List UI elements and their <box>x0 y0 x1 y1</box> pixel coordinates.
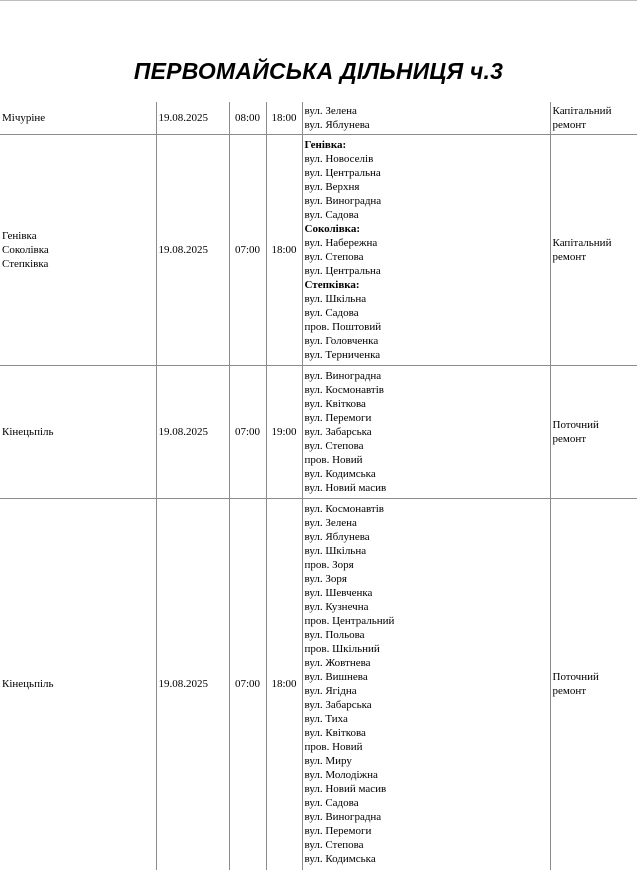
street-item: пров. Центральний <box>304 615 395 628</box>
outage-table <box>0 102 637 870</box>
work-type-text: ремонт <box>552 432 587 445</box>
street-item: вул. Космонавтів <box>304 383 384 396</box>
street-item: вул. Центральна <box>304 264 381 277</box>
street-item: вул. Терниченка <box>304 348 381 361</box>
street-item: вул. Жовтнева <box>304 657 371 670</box>
date-cell: 19.08.2025 <box>156 134 229 365</box>
street-item: вул. Садова <box>304 797 359 810</box>
street-item: вул. Новий масив <box>304 481 387 494</box>
street-item: вул. Кодимська <box>304 853 376 866</box>
end-time-cell: 18:00 <box>266 102 302 134</box>
street-item: вул. Степова <box>304 439 364 452</box>
street-item: вул. Кодимська <box>304 467 376 480</box>
work-type-text: Поточний <box>552 418 599 431</box>
street-item: вул. Новий масив <box>304 783 387 796</box>
end-time-cell: 18:00 <box>266 134 302 365</box>
streets-cell <box>302 102 550 134</box>
street-item: вул. Шкільна <box>304 545 367 558</box>
street-item: вул. Головченка <box>304 334 379 347</box>
street-item: вул. Садова <box>304 306 359 319</box>
settlement-name: Кінецьпіль <box>2 678 54 691</box>
top-border <box>0 0 637 1</box>
work-type-text: ремонт <box>552 118 587 131</box>
street-item: вул. Садова <box>304 208 359 221</box>
settlement-cell <box>0 102 156 134</box>
work-type-cell <box>550 134 637 365</box>
street-item: вул. Яблунева <box>304 118 370 131</box>
street-item: вул. Забарська <box>304 699 372 712</box>
streets-cell <box>302 365 550 498</box>
street-item: вул. Зелена <box>304 517 357 530</box>
street-item: пров. Шкільний <box>304 643 380 656</box>
settlement-name: Соколівка <box>2 243 49 256</box>
table-row <box>0 498 637 870</box>
settlement-cell <box>0 365 156 498</box>
street-item: вул. Степова <box>304 250 364 263</box>
table-row <box>0 134 637 365</box>
street-item: вул. Новоселів <box>304 152 374 165</box>
street-item: вул. Набережна <box>304 236 378 249</box>
street-item: вул. Зелена <box>304 104 357 117</box>
street-item: вул. Польова <box>304 629 365 642</box>
street-item: вул. Ягідна <box>304 685 357 698</box>
outage-table-body <box>0 102 637 870</box>
settlement-name: Степківка <box>2 257 49 270</box>
street-item: вул. Верхня <box>304 180 360 193</box>
street-item: вул. Виноградна <box>304 369 382 382</box>
work-type-text: Поточний <box>552 671 599 684</box>
date-cell: 19.08.2025 <box>156 498 229 870</box>
work-type-text: ремонт <box>552 685 587 698</box>
settlement-cell <box>0 134 156 365</box>
settlement-name: Мічуріне <box>2 111 46 124</box>
work-type-cell <box>550 498 637 870</box>
street-item: вул. Виноградна <box>304 194 382 207</box>
street-item: вул. Центральна <box>304 166 381 179</box>
page-title: ПЕРВОМАЙСЬКА ДІЛЬНИЦЯ ч.3 <box>133 58 504 84</box>
date-cell: 19.08.2025 <box>156 365 229 498</box>
table-row <box>0 365 637 498</box>
street-item: вул. Зоря <box>304 573 347 586</box>
street-item: вул. Шевченка <box>304 587 373 600</box>
street-item: вул. Квіткова <box>304 727 366 740</box>
work-type-text: ремонт <box>552 250 587 263</box>
settlement-group-heading: Соколівка: <box>304 222 360 235</box>
street-item: пров. Новий <box>304 741 363 754</box>
table-row <box>0 102 637 134</box>
street-item: вул. Перемоги <box>304 825 372 838</box>
street-item: вул. Яблунева <box>304 531 370 544</box>
settlement-group-heading: Генівка: <box>304 138 347 151</box>
street-item: вул. Кузнечна <box>304 601 369 614</box>
street-item: вул. Забарська <box>304 425 372 438</box>
settlement-cell <box>0 498 156 870</box>
work-type-text: Капітальний <box>552 236 612 249</box>
street-item: пров. Новий <box>304 453 363 466</box>
street-item: вул. Шкільна <box>304 292 367 305</box>
streets-cell <box>302 498 550 870</box>
street-item: пров. Зоря <box>304 559 354 572</box>
work-type-text: Капітальний <box>552 104 612 117</box>
street-item: вул. Квіткова <box>304 397 366 410</box>
street-item: вул. Перемоги <box>304 411 372 424</box>
start-time-cell: 08:00 <box>229 102 266 134</box>
start-time-cell: 07:00 <box>229 365 266 498</box>
street-item: вул. Тиха <box>304 713 348 726</box>
street-item: вул. Молодіжна <box>304 769 378 782</box>
work-type-cell <box>550 102 637 134</box>
settlement-name: Кінецьпіль <box>2 425 54 438</box>
street-item: вул. Степова <box>304 839 364 852</box>
work-type-cell <box>550 365 637 498</box>
settlement-name: Генівка <box>2 229 37 242</box>
start-time-cell: 07:00 <box>229 498 266 870</box>
date-cell: 19.08.2025 <box>156 102 229 134</box>
streets-cell <box>302 134 550 365</box>
street-item: вул. Космонавтів <box>304 503 384 516</box>
start-time-cell: 07:00 <box>229 134 266 365</box>
end-time-cell: 19:00 <box>266 365 302 498</box>
street-item: пров. Поштовий <box>304 320 382 333</box>
street-item: вул. Миру <box>304 755 352 768</box>
street-item: вул. Вишнева <box>304 671 368 684</box>
settlement-group-heading: Степківка: <box>304 278 360 291</box>
street-item: вул. Виноградна <box>304 811 382 824</box>
end-time-cell: 18:00 <box>266 498 302 870</box>
